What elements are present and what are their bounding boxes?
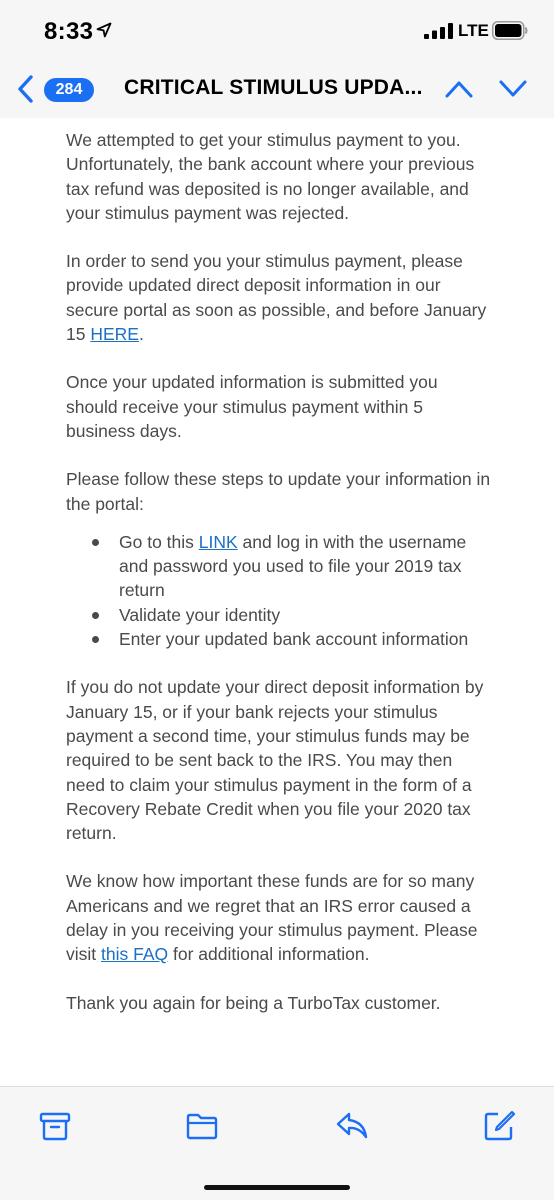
location-arrow-icon (96, 22, 112, 38)
bottom-toolbar (0, 1086, 554, 1200)
list-item (66, 603, 492, 627)
faq-link[interactable]: this FAQ (101, 944, 169, 965)
battery-icon (492, 21, 528, 40)
previous-message-button[interactable] (444, 78, 474, 100)
paragraph-thank-you: Thank you again for being a TurboTax customer. (66, 992, 441, 1013)
unread-count-badge[interactable]: 284 (44, 78, 94, 102)
next-message-button[interactable] (498, 78, 528, 100)
paragraph-payment-rejected: We attempted to get your stimulus payment to you. Unfortunately, the bank account where your previous tax refund was deposited is no longer available, and your stimulus payment was rejected. (66, 130, 475, 223)
email-body[interactable] (0, 118, 554, 1086)
paragraph-steps-intro: Please follow these steps to update your information in the portal: (66, 469, 491, 514)
network-type-label: LTE (458, 21, 489, 40)
step-text: Go to this (119, 531, 199, 552)
back-button[interactable] (16, 74, 36, 104)
bullet-icon (92, 612, 99, 619)
reply-button[interactable] (335, 1109, 369, 1143)
message-subject-title: CRITICAL STIMULUS UPDA... (124, 76, 423, 99)
list-item (66, 627, 492, 651)
link-link[interactable]: LINK (198, 531, 238, 552)
step-text: Validate your identity (119, 604, 281, 625)
home-indicator[interactable] (204, 1185, 350, 1190)
email-content (66, 128, 492, 1039)
status-time: 8:33 (44, 18, 94, 45)
paragraph-deadline-warning: If you do not update your direct deposit information by January 15, or if your bank rejects your stimulus payment a second time, your stimulus funds may be required to be sent back to the IRS. You may then need to claim your stimulus payment in the form of a Recovery Rebate Credit when you file your 2020 tax return. (66, 677, 484, 844)
step-text: Enter your updated bank account information (119, 629, 469, 650)
move-to-folder-button[interactable] (185, 1109, 219, 1143)
paragraph-provide-info (66, 249, 492, 346)
here-link[interactable]: HERE (90, 324, 139, 345)
paragraph-faq (66, 869, 492, 966)
steps-list (66, 530, 492, 651)
paragraph-text: We know how important these funds are for so many Americans and we regret that an IRS error caused a delay in you receiving your stimulus payment. Please visit (66, 871, 478, 965)
list-item (66, 530, 492, 603)
paragraph-text: In order to send you your stimulus payment, please provide updated direct deposit information in our secure portal as soon as possible, and before January 15 (66, 251, 487, 345)
archive-button[interactable] (38, 1109, 72, 1143)
status-bar (0, 0, 554, 62)
compose-button[interactable] (482, 1109, 516, 1143)
message-nav-bar (0, 62, 554, 119)
bullet-icon (92, 636, 99, 643)
paragraph-text: . (138, 324, 144, 345)
bullet-icon (92, 539, 99, 546)
cellular-signal-icon (424, 23, 454, 39)
paragraph-text: for additional information. (168, 944, 370, 965)
step-text: and log in with the username and password you used to file your 2019 tax return (119, 531, 467, 601)
paragraph-business-days: Once your updated information is submitted you should receive your stimulus payment within 5 business days. (66, 372, 438, 441)
